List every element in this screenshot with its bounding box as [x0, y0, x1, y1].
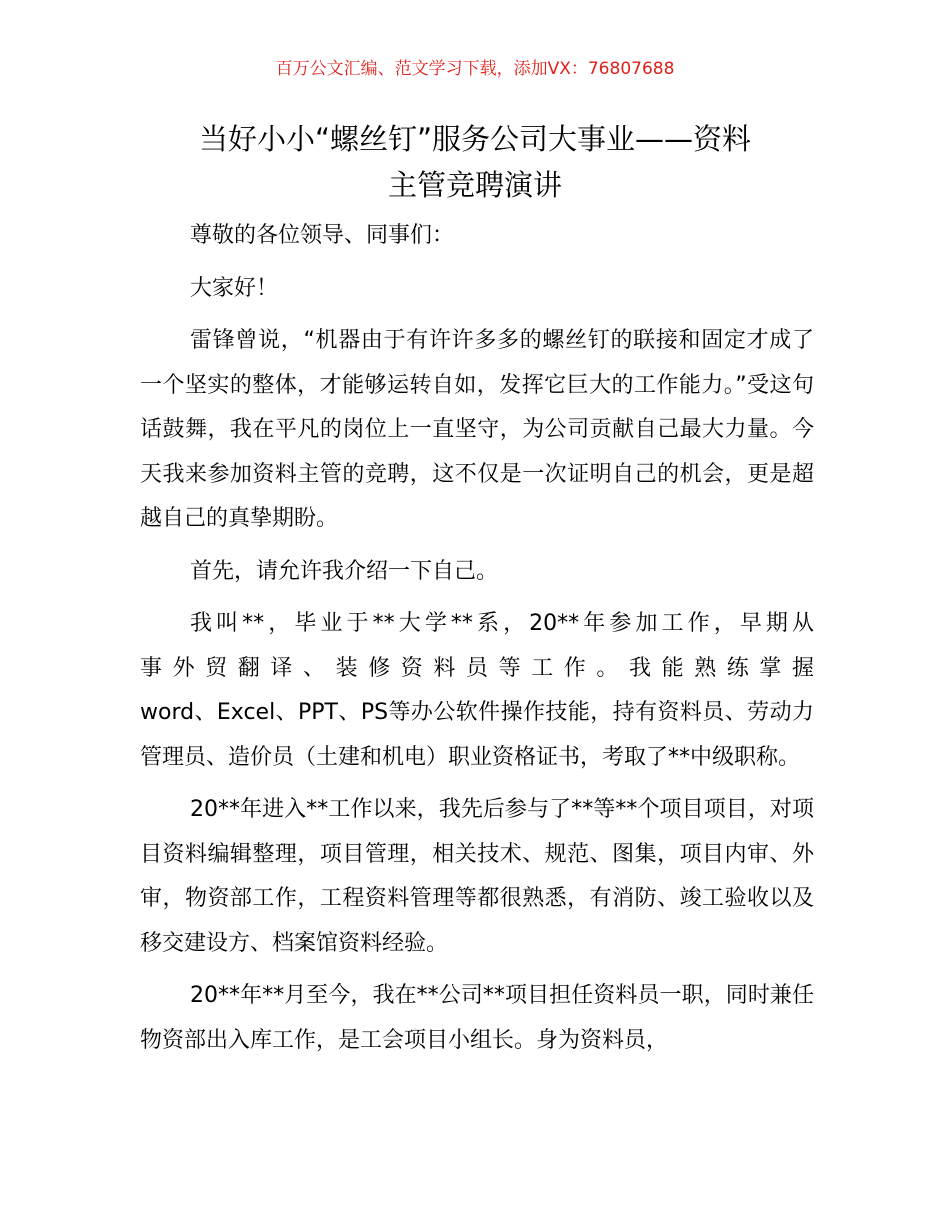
title-line-1: 当好小小“螺丝钉”服务公司大事业——资料: [198, 122, 752, 156]
paragraph-4: 20**年进入**工作以来，我先后参与了**等**个项目项目，对项目资料编辑整理，项目管理，相关技术、规范、图集，项目内审、外审，物资部工作，工程资料管理等都很熟悉，有消防、竣工验收以及移交建设方、档案馆资料经验。: [140, 797, 814, 956]
paragraph-3-line-2: 事外贸翻译、装修资料员等工作。我能熟练掌握: [140, 655, 814, 681]
paragraph-5: 20**年**月至今，我在**公司**项目担任资料员一职，同时兼任物资部出入库工作，是工会项目小组长。身为资料员，: [140, 983, 814, 1053]
salutation: 尊敬的各位领导、同事们：: [190, 223, 455, 248]
paragraph-3-line-1: 我叫**，毕业于**大学**系，20**年参加工作，早期从: [190, 611, 814, 636]
paragraph-3: [140, 602, 814, 780]
paragraph-2: 首先，请允许我介绍一下自己。: [190, 558, 499, 584]
greeting: 大家好！: [190, 275, 279, 301]
document-body: [140, 214, 814, 1071]
paragraph-1: 雷锋曾说，“机器由于有许许多多的螺丝钉的联接和固定才成了一个坚实的整体，才能够运转自如，发挥它巨大的工作能力。”受这句话鼓舞，我在平凡的岗位上一直坚守，为公司贡献自己最大力量。今天我来参加资料主管的竞聘，这不仅是一次证明自己的机会，更是超越自己的真挚期盼。: [140, 328, 814, 531]
header-banner: 百万公文汇编、范文学习下载，添加VX：76807688: [275, 59, 675, 79]
title-line-2: 主管竞聘演讲: [387, 168, 562, 202]
document-title: [120, 116, 830, 208]
paragraph-3-rest: word、Excel、PPT、PS等办公软件操作技能，持有资料员、劳动力管理员、造价员（土建和机电）职业资格证书，考取了**中级职称。: [140, 700, 814, 770]
